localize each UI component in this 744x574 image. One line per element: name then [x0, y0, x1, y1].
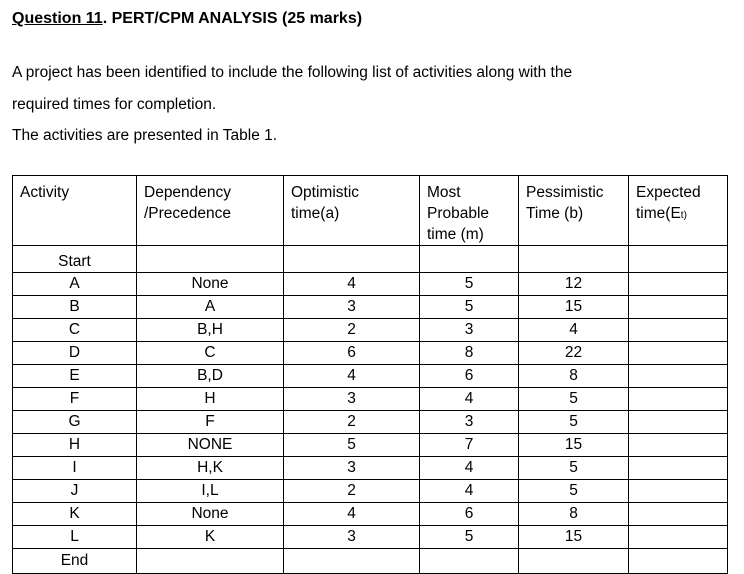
activities-table	[12, 175, 728, 574]
table-row	[13, 411, 728, 434]
end-row	[13, 549, 728, 574]
expected-cell	[629, 411, 728, 434]
header-expected: Expected time(Et)	[629, 176, 728, 246]
dependency-cell: B,D	[137, 365, 284, 388]
most-probable-cell: 6	[420, 365, 519, 388]
optimistic-cell: 2	[284, 411, 420, 434]
most-probable-cell: 5	[420, 296, 519, 319]
dependency-cell: C	[137, 342, 284, 365]
optimistic-cell: 4	[284, 365, 420, 388]
header-activity: Activity	[13, 176, 137, 246]
dependency-cell: NONE	[137, 434, 284, 457]
table-row	[13, 388, 728, 411]
optimistic-cell: 3	[284, 457, 420, 480]
expected-cell	[629, 296, 728, 319]
most-probable-cell: 7	[420, 434, 519, 457]
most-probable-cell: 8	[420, 342, 519, 365]
expected-cell	[629, 434, 728, 457]
table-row	[13, 296, 728, 319]
pessimistic-cell: 5	[519, 388, 629, 411]
activity-cell: E	[13, 365, 137, 388]
most-probable-cell: 3	[420, 411, 519, 434]
expected-cell	[629, 319, 728, 342]
pessimistic-cell: 4	[519, 319, 629, 342]
activity-cell: C	[13, 319, 137, 342]
table-row	[13, 526, 728, 549]
activity-cell: I	[13, 457, 137, 480]
optimistic-cell: 2	[284, 319, 420, 342]
start-row	[13, 246, 728, 273]
most-probable-cell: 3	[420, 319, 519, 342]
question-heading	[12, 10, 362, 28]
optimistic-cell: 5	[284, 434, 420, 457]
dependency-cell: H,K	[137, 457, 284, 480]
dependency-cell: None	[137, 273, 284, 296]
pessimistic-cell: 8	[519, 503, 629, 526]
dependency-cell: B,H	[137, 319, 284, 342]
table-row	[13, 457, 728, 480]
expected-cell	[629, 457, 728, 480]
optimistic-cell: 2	[284, 480, 420, 503]
activity-cell: G	[13, 411, 137, 434]
activity-cell: D	[13, 342, 137, 365]
start-label: Start	[13, 246, 137, 273]
question-number: Question 11	[12, 10, 103, 27]
pessimistic-cell: 15	[519, 296, 629, 319]
optimistic-cell: 4	[284, 503, 420, 526]
expected-cell	[629, 388, 728, 411]
intro-line-3: The activities are presented in Table 1.	[12, 127, 278, 144]
most-probable-cell: 5	[420, 273, 519, 296]
table-header-row	[13, 176, 728, 246]
table-row	[13, 480, 728, 503]
most-probable-cell: 5	[420, 526, 519, 549]
activity-cell: J	[13, 480, 137, 503]
table-row	[13, 365, 728, 388]
dependency-cell: F	[137, 411, 284, 434]
activity-cell: F	[13, 388, 137, 411]
pessimistic-cell: 22	[519, 342, 629, 365]
pessimistic-cell: 5	[519, 457, 629, 480]
optimistic-cell: 6	[284, 342, 420, 365]
table-row	[13, 503, 728, 526]
pessimistic-cell: 5	[519, 411, 629, 434]
expected-cell	[629, 342, 728, 365]
table-row	[13, 273, 728, 296]
header-pessimistic: Pessimistic Time (b)	[519, 176, 629, 246]
header-most-probable: Most Probable time (m)	[420, 176, 519, 246]
activity-cell: H	[13, 434, 137, 457]
expected-cell	[629, 273, 728, 296]
header-optimistic: Optimistic time(a)	[284, 176, 420, 246]
expected-cell	[629, 480, 728, 503]
pessimistic-cell: 8	[519, 365, 629, 388]
optimistic-cell: 3	[284, 526, 420, 549]
dependency-cell: K	[137, 526, 284, 549]
table-row	[13, 342, 728, 365]
expected-cell	[629, 503, 728, 526]
activity-cell: L	[13, 526, 137, 549]
optimistic-cell: 4	[284, 273, 420, 296]
dependency-cell: H	[137, 388, 284, 411]
most-probable-cell: 4	[420, 480, 519, 503]
activity-cell: K	[13, 503, 137, 526]
table-row	[13, 319, 728, 342]
intro-line-1: A project has been identified to include the following list of activities along with the	[12, 64, 573, 81]
pessimistic-cell: 12	[519, 273, 629, 296]
most-probable-cell: 6	[420, 503, 519, 526]
most-probable-cell: 4	[420, 388, 519, 411]
pessimistic-cell: 15	[519, 526, 629, 549]
expected-cell	[629, 365, 728, 388]
activity-cell: B	[13, 296, 137, 319]
pessimistic-cell: 5	[519, 480, 629, 503]
optimistic-cell: 3	[284, 388, 420, 411]
intro-line-2: required times for completion.	[12, 96, 217, 113]
dependency-cell: A	[137, 296, 284, 319]
question-title: . PERT/CPM ANALYSIS (25 marks)	[102, 10, 363, 27]
table-row	[13, 434, 728, 457]
dependency-cell: I,L	[137, 480, 284, 503]
dependency-cell: None	[137, 503, 284, 526]
optimistic-cell: 3	[284, 296, 420, 319]
header-dependency: Dependency /Precedence	[137, 176, 284, 246]
pessimistic-cell: 15	[519, 434, 629, 457]
expected-cell	[629, 526, 728, 549]
activity-cell: A	[13, 273, 137, 296]
end-label: End	[13, 549, 137, 574]
most-probable-cell: 4	[420, 457, 519, 480]
